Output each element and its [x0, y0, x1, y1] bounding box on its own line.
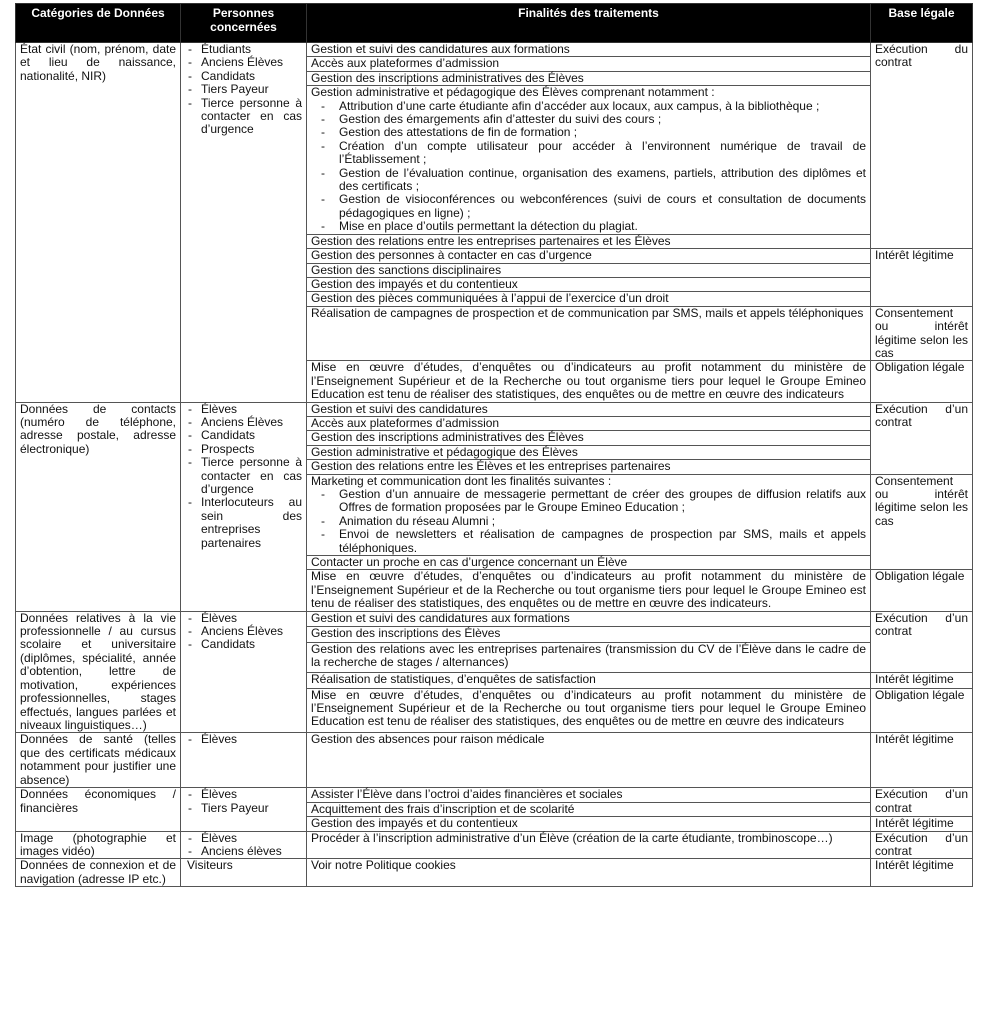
purpose-text: Gestion des relations entre les entreprises partenaires et les Élèves: [311, 233, 671, 248]
purpose-cell: [307, 570, 871, 611]
category-cell: Données relatives à la vie professionnelle / au cursus scolaire et universitaire (diplômes, spécialité, année d’obtention, lettre de motivation, expériences professionnelles, stages effectués, langues parlées et niveaux linguistiques…): [16, 611, 181, 733]
purpose-text: Marketing et communication dont les finalités suivantes :: [311, 473, 612, 488]
purpose-cell: [307, 249, 871, 263]
purpose-cell: [307, 43, 871, 57]
persons-list: [187, 733, 302, 746]
category-cell: Données de contacts (numéro de téléphone, adresse postale, adresse électronique): [16, 402, 181, 611]
legal-basis-cell: Intérêt légitime: [871, 817, 973, 831]
purpose-cell: [307, 86, 871, 234]
person-item: - Anciens élèves: [187, 845, 302, 858]
purpose-cell: [307, 673, 871, 689]
table-row: [16, 788, 973, 802]
legal-basis-cell: Obligation légale: [871, 688, 973, 733]
purpose-bullet: - Animation du réseau Alumni ;: [319, 515, 866, 528]
purpose-cell: [307, 817, 871, 831]
purpose-text: Gestion des relations avec les entreprises partenaires (transmission du CV de l’Élève dans le cadre de la recherche de stages / alternances): [311, 641, 866, 670]
legal-basis-cell: Obligation légale: [871, 361, 973, 402]
person-item: - Prospects: [187, 443, 302, 456]
purpose-cell: [307, 831, 871, 859]
purpose-text: Gestion et suivi des candidatures aux formations: [311, 610, 570, 625]
purpose-text: Mise en œuvre d’études, d’enquêtes ou d’indicateurs au profit notamment du ministère de l’Enseignement Supérieur et de la Recherche ou tout organisme tiers pour lequel le Groupe Emineo est tenu de réaliser des statistiques, des enquêtes ou de mettre en œuvre des indicateurs.: [311, 569, 866, 611]
purpose-cell: [307, 733, 871, 788]
purpose-cell: [307, 556, 871, 570]
purpose-bullet: - Création d’un compte utilisateur pour accéder à l’environnent numérique de travail de l’Établissement ;: [319, 140, 866, 167]
table-row: [16, 402, 973, 416]
header-categories: Catégories de Données: [16, 4, 181, 43]
purpose-text: Réalisation de statistiques, d’enquêtes de satisfaction: [311, 672, 596, 687]
person-item: - Élèves: [187, 612, 302, 625]
purpose-bullet: - Gestion de l’évaluation continue, organisation des examens, partiels, attribution des diplômes et des certificats ;: [319, 167, 866, 194]
legal-basis-cell: Consentement ou intérêt légitime selon les cas: [871, 474, 973, 570]
purpose-text: Accès aux plateformes d’admission: [311, 56, 500, 71]
person-item: - Tierce personne à contacter en cas d’urgence: [187, 456, 302, 496]
purpose-bullet: - Gestion des émargements afin d’attester du suivi des cours ;: [319, 113, 866, 126]
person-item: - Candidats: [187, 70, 302, 83]
person-item: - Élèves: [187, 403, 302, 416]
purpose-text: Gestion administrative et pédagogique des Élèves: [311, 444, 578, 459]
person-item: - Élèves: [187, 832, 302, 845]
purpose-cell: [307, 277, 871, 291]
table-row: [16, 733, 973, 788]
purpose-cell: [307, 306, 871, 361]
purpose-bullet: - Envoi de newsletters et réalisation de campagnes de prospection par SMS, mails et appels téléphoniques.: [319, 528, 866, 555]
purpose-bullets: [311, 488, 866, 555]
persons-cell: [181, 859, 307, 887]
legal-basis-cell: Exécution d’un contrat: [871, 788, 973, 817]
purpose-bullet: - Gestion d’un annuaire de messagerie permettant de créer des groupes de diffusion relatifs aux Offres de formation proposées par le Groupe Emineo Education ;: [319, 488, 866, 515]
header-legal-basis: Base légale: [871, 4, 973, 43]
person-item: - Interlocuteurs au sein des entreprises partenaires: [187, 496, 302, 550]
persons-cell: [181, 788, 307, 831]
purpose-cell: [307, 611, 871, 627]
legal-basis-cell: Exécution du contrat: [871, 43, 973, 249]
table-row: [16, 831, 973, 859]
purpose-text: Réalisation de campagnes de prospection et de communication par SMS, mails et appels téléphoniques: [311, 305, 864, 320]
category-cell: Données de santé (telles que des certificats médicaux notamment pour justifier une absence): [16, 733, 181, 788]
purpose-cell: [307, 431, 871, 445]
purpose-cell: [307, 361, 871, 402]
person-item: - Tiers Payeur: [187, 802, 302, 815]
person-item: - Candidats: [187, 638, 302, 651]
purpose-bullet: - Gestion des attestations de fin de formation ;: [319, 126, 866, 139]
person-item: - Tiers Payeur: [187, 83, 302, 96]
purpose-bullet: - Attribution d’une carte étudiante afin d’accéder aux locaux, aux campus, à la bibliothèque ;: [319, 100, 866, 113]
data-processing-table: [15, 3, 973, 887]
category-cell: État civil (nom, prénom, date et lieu de naissance, nationalité, NIR): [16, 43, 181, 403]
purpose-cell: [307, 859, 871, 887]
purpose-text: Assister l’Élève dans l’octroi d’aides financières et sociales: [311, 787, 623, 802]
purpose-cell: [307, 263, 871, 277]
purpose-cell: [307, 416, 871, 430]
persons-list: [187, 403, 302, 550]
purpose-text: Gestion des impayés et du contentieux: [311, 816, 518, 831]
purpose-cell: [307, 57, 871, 71]
purpose-cell: [307, 474, 871, 555]
purpose-text: Gestion des inscriptions administratives des Élèves: [311, 430, 584, 445]
person-item: - Anciens Élèves: [187, 625, 302, 638]
persons-cell: [181, 43, 307, 403]
person-item: - Étudiants: [187, 43, 302, 56]
purpose-cell: [307, 802, 871, 816]
purpose-text: Gestion administrative et pédagogique des Élèves comprenant notamment :: [311, 85, 715, 100]
purpose-text: Procéder à l’inscription administrative d’un Élève (création de la carte étudiante, trombinoscope…): [311, 830, 833, 845]
purpose-cell: [307, 460, 871, 474]
header-row: [16, 4, 973, 43]
persons-list: [187, 788, 302, 815]
persons-list: [187, 43, 302, 137]
purpose-bullet: - Gestion de visioconférences ou webconférences (suivi de cours et consultation de documents pédagogiques en ligne) ;: [319, 193, 866, 220]
purpose-text: Gestion des relations entre les Élèves et les entreprises partenaires: [311, 459, 671, 474]
legal-basis-cell: Exécution d’un contrat: [871, 611, 973, 672]
legal-basis-cell: Exécution d’un contrat: [871, 831, 973, 859]
purpose-cell: [307, 642, 871, 672]
purpose-bullets: [311, 100, 866, 234]
persons-cell: [181, 402, 307, 611]
table-row: [16, 611, 973, 627]
legal-basis-cell: Obligation légale: [871, 570, 973, 611]
person-item: - Élèves: [187, 733, 302, 746]
table-row: [16, 859, 973, 887]
legal-basis-cell: Intérêt légitime: [871, 249, 973, 307]
header-persons: Personnes concernées: [181, 4, 307, 43]
purpose-text: Mise en œuvre d’études, d’enquêtes ou d’indicateurs au profit notamment du ministère de l’Enseignement Supérieur et de la Recherche ou tout organisme tiers pour lequel le Groupe Emineo Education est tenu de réaliser des statistiques, des enquêtes ou de mettre en œuvre des indicateurs: [311, 687, 866, 729]
persons-cell: [181, 831, 307, 859]
legal-basis-cell: Intérêt légitime: [871, 733, 973, 788]
persons-cell: [181, 611, 307, 733]
category-cell: Image (photographie et images vidéo): [16, 831, 181, 859]
purpose-cell: [307, 234, 871, 248]
header-purposes: Finalités des traitements: [307, 4, 871, 43]
purpose-text: Acquittement des frais d’inscription et de scolarité: [311, 801, 575, 816]
purpose-text: Gestion des pièces communiquées à l’appui de l’exercice d’un droit: [311, 291, 669, 306]
table-row: [16, 43, 973, 57]
purpose-cell: [307, 402, 871, 416]
persons-list: [187, 612, 302, 652]
purpose-text: Gestion des sanctions disciplinaires: [311, 262, 502, 277]
purpose-text: Gestion des inscriptions administratives des Élèves: [311, 70, 584, 85]
purpose-cell: [307, 292, 871, 306]
legal-basis-cell: Intérêt légitime: [871, 859, 973, 887]
purpose-text: Contacter un proche en cas d’urgence concernant un Élève: [311, 555, 628, 570]
person-item: - Anciens Élèves: [187, 416, 302, 429]
purpose-text: Gestion et suivi des candidatures: [311, 401, 488, 416]
purpose-text: Mise en œuvre d’études, d’enquêtes ou d’indicateurs au profit notamment du ministère de l’Enseignement Supérieur et de la Recherche ou tout organisme tiers pour lequel le Groupe Emineo Education est tenu de réaliser des statistiques, des enquêtes ou de mettre en œuvre des indicateurs: [311, 360, 866, 402]
purpose-cell: [307, 788, 871, 802]
legal-basis-cell: Consentement ou intérêt légitime selon les cas: [871, 306, 973, 361]
purpose-cell: [307, 445, 871, 459]
purpose-cell: [307, 688, 871, 733]
legal-basis-cell: Exécution d’un contrat: [871, 402, 973, 474]
person-item: - Candidats: [187, 429, 302, 442]
purpose-text: Gestion des inscriptions des Élèves: [311, 626, 501, 641]
category-cell: Données de connexion et de navigation (adresse IP etc.): [16, 859, 181, 887]
persons-list: [187, 832, 302, 859]
purpose-bullet: - Mise en place d’outils permettant la détection du plagiat.: [319, 220, 866, 233]
purpose-text: Gestion des personnes à contacter en cas d’urgence: [311, 248, 592, 263]
purpose-cell: [307, 627, 871, 643]
purpose-text: Gestion des absences pour raison médicale: [311, 732, 545, 747]
person-item: Visiteurs: [187, 858, 233, 873]
category-cell: Données économiques / financières: [16, 788, 181, 831]
person-item: - Anciens Élèves: [187, 56, 302, 69]
purpose-text: Voir notre Politique cookies: [311, 858, 456, 873]
person-item: - Tierce personne à contacter en cas d’urgence: [187, 97, 302, 137]
purpose-text: Accès aux plateformes d’admission: [311, 415, 500, 430]
persons-cell: [181, 733, 307, 788]
purpose-text: Gestion et suivi des candidatures aux formations: [311, 42, 570, 56]
purpose-cell: [307, 71, 871, 85]
person-item: - Élèves: [187, 788, 302, 801]
legal-basis-cell: Intérêt légitime: [871, 673, 973, 689]
purpose-text: Gestion des impayés et du contentieux: [311, 276, 518, 291]
